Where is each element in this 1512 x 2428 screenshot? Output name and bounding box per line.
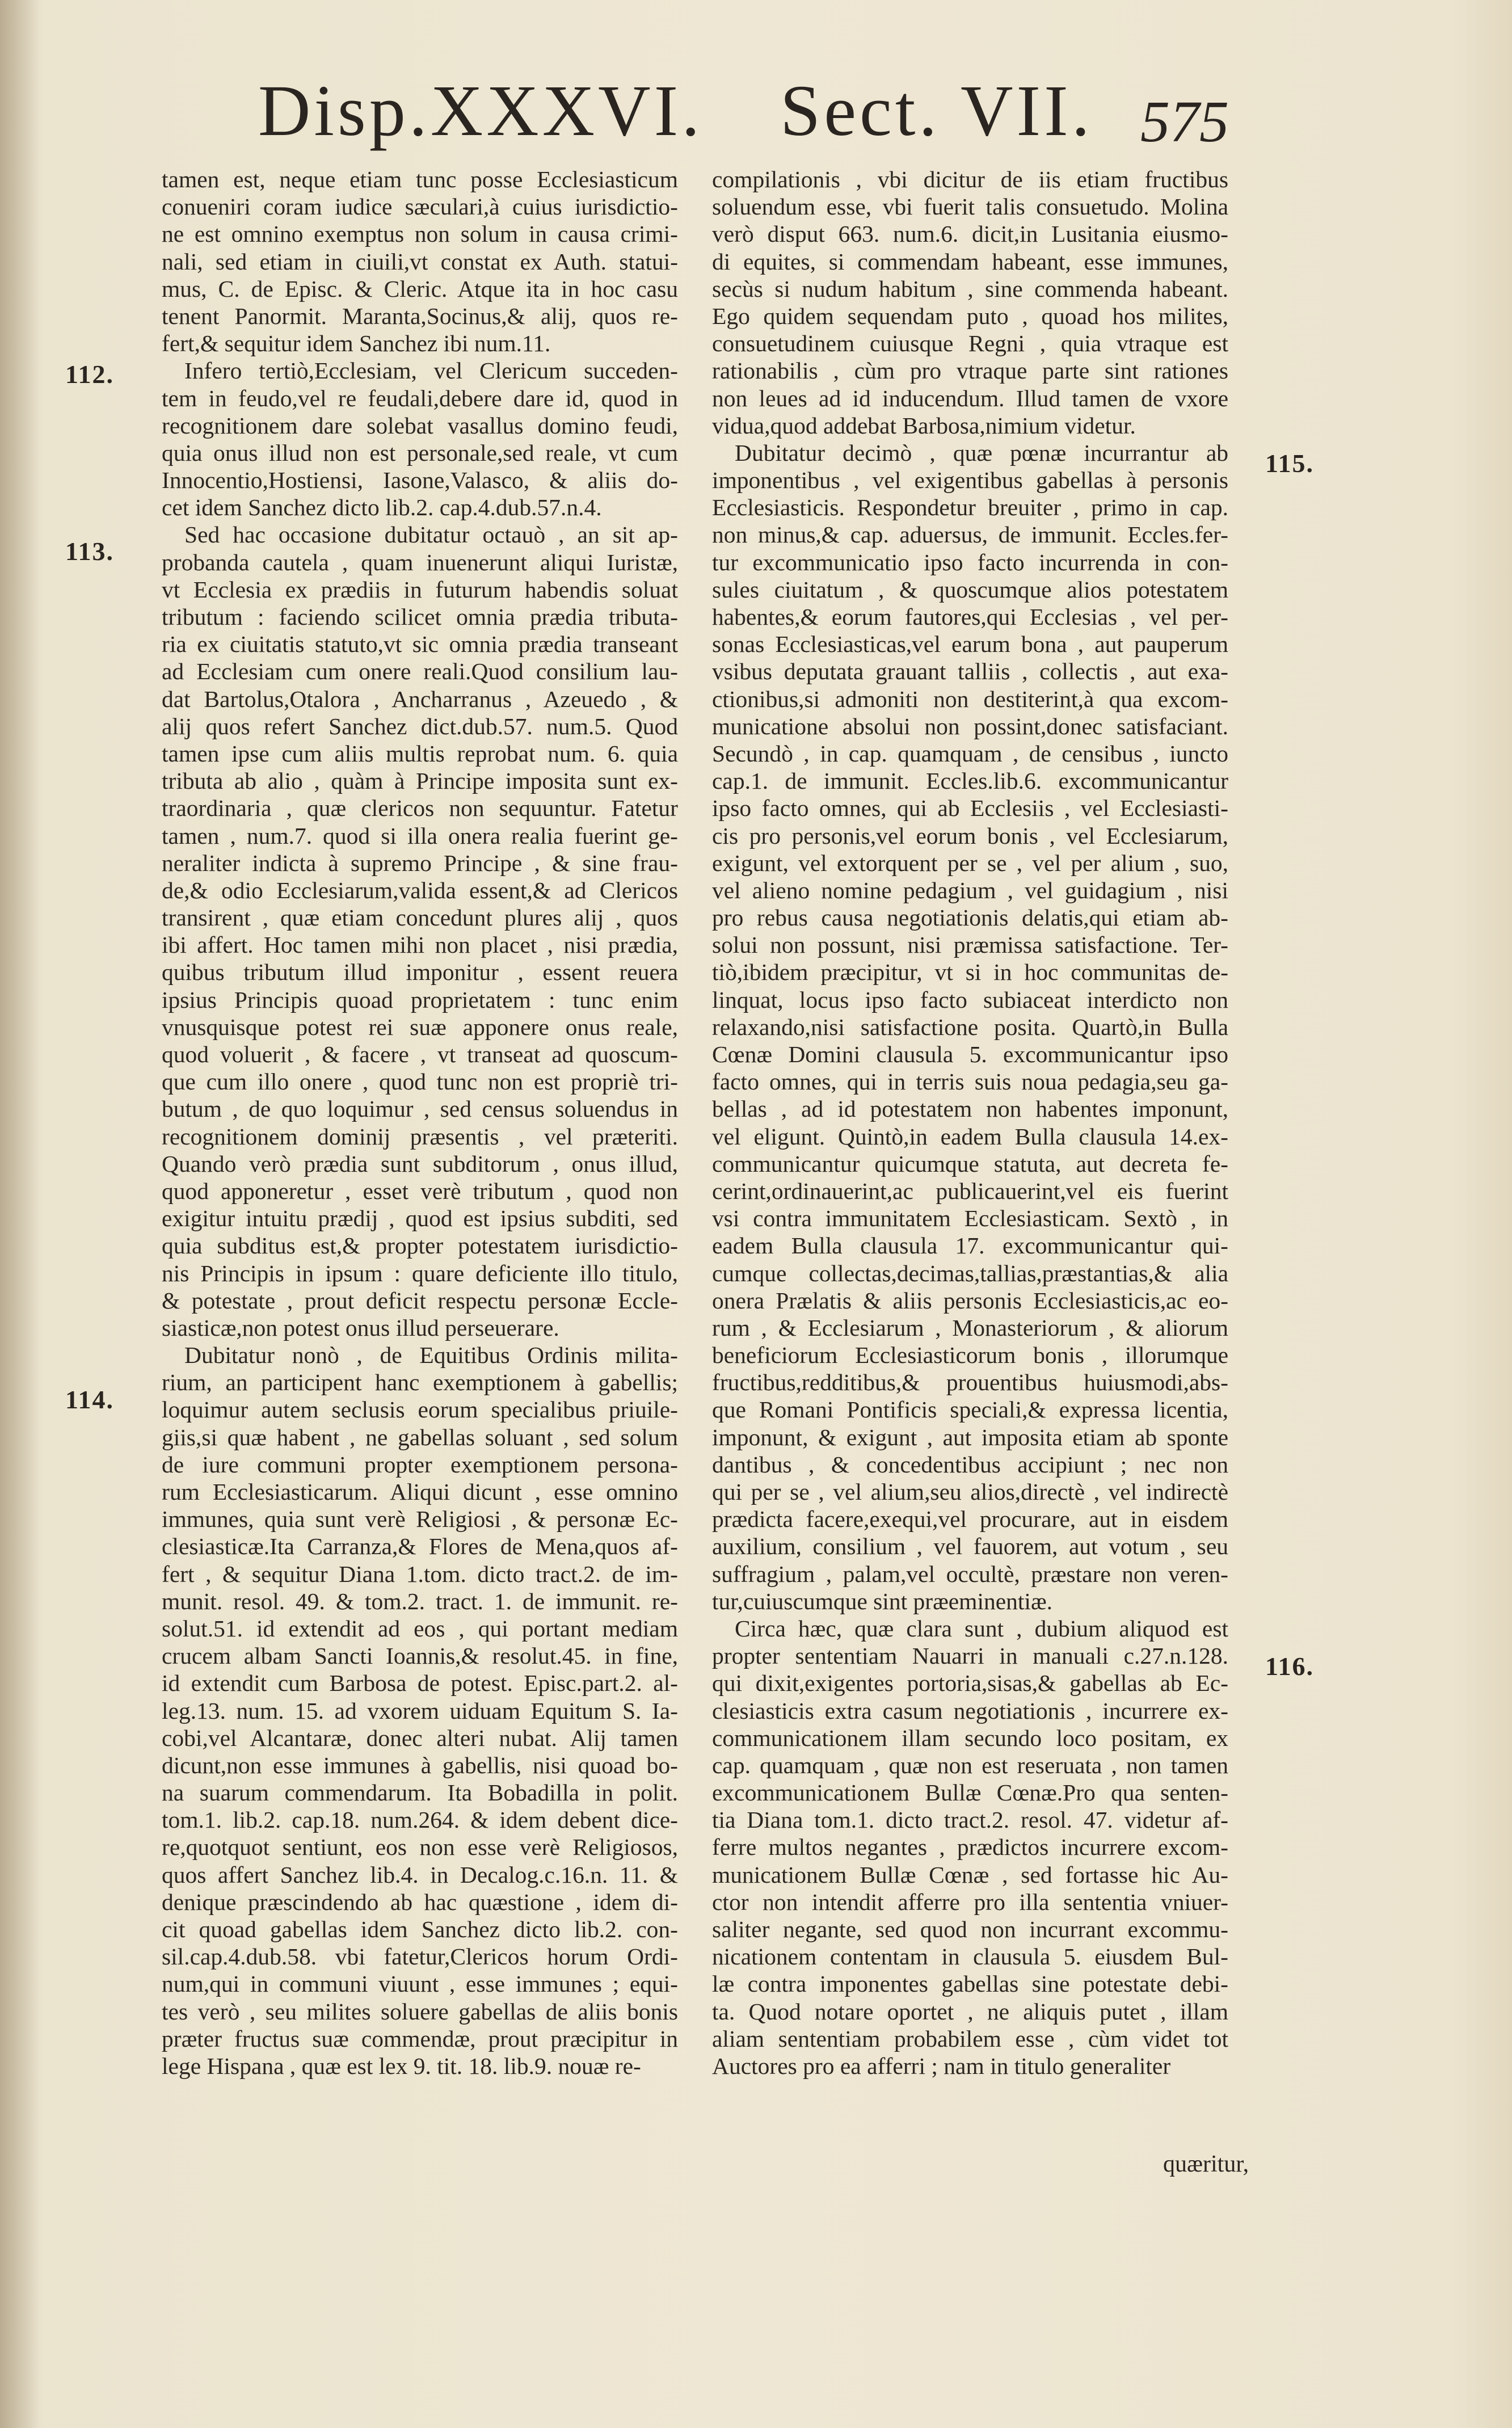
text-line: quos affert Sanchez lib.4. in Decalog.c.16.n. 11. & [162,1861,678,1888]
text-line: Infero tertiò,Ecclesiam, vel Clericum succeden- [184,357,678,384]
text-line: saliter negante, sed quod non incurrant excommu- [712,1916,1228,1942]
text-line: rum Ecclesiasticarum. Aliqui dicunt , esse omnino [162,1479,678,1505]
text-line: auxilium, consilium , vel fauorem, aut votum , seu [712,1533,1228,1560]
text-line: vidua,quod addebat Barbosa,nimium videtur. [712,412,1136,439]
text-line: Innocentio,Hostiensi, Iasone,Valasco, & aliis do- [162,467,678,494]
text-line: secùs si nudum habitum , sine commenda habeant. [712,275,1228,302]
text-line: rum , & Ecclesiarum , Monasteriorum , & aliorum [712,1314,1228,1341]
text-line: clesiasticæ.Ita Carranza,& Flores de Mena,quos af- [162,1533,678,1560]
text-line: onera Prælatis & aliis personis Ecclesiasticis,ac eo- [712,1287,1228,1314]
text-line: exigunt, vel extorquent per se , vel per alium , suo, [712,849,1228,876]
text-line: tia Diana tom.1. dicto tract.2. resol. 47. videtur af- [712,1807,1228,1833]
text-line: sil.cap.4.dub.58. vbi fatetur,Clericos horum Ordi- [162,1943,678,1970]
text-line: munit. resol. 49. & tom.2. tract. 1. de immunit. re- [162,1588,678,1614]
text-line: denique præscindendo ab hac quæstione , idem di- [162,1888,678,1915]
text-line: sonas Ecclesiasticas,vel earum bona , aut pauperum [712,631,1228,658]
text-line: di equites, si commendam habeant, esse immunes, [712,248,1228,275]
text-line: na suarum commendarum. Ita Bobadilla in polit. [162,1779,678,1806]
text-line: Ecclesiasticis. Respondetur breuiter , primo in cap. [712,494,1228,521]
text-line: ipsius Principis quoad proprietatem : tunc enim [162,986,678,1013]
text-line: excommunicationem Bullæ Cœnæ.Pro qua senten- [712,1779,1228,1806]
text-line: imponunt, & exigunt , aut imposita etiam ab sponte [712,1424,1228,1450]
text-line: loquimur autem seclusis eorum specialibus priuile- [162,1396,678,1423]
text-line: vsi contra immunitatem Ecclesiasticam. Sextò , in [712,1205,1228,1232]
text-line: communicationem illam secundo loco positam, ex [712,1724,1228,1751]
text-line: consuetudinem cuiusque Regni , quia vtraque est [712,330,1228,357]
header-section: Sect. VII. [780,70,1093,151]
text-line: Auctores pro ea afferri ; nam in titulo generaliter [712,2052,1171,2079]
text-line: tem in feudo,vel re feudali,debere dare id, quod in [162,385,678,411]
margin-number-113: 113. [65,537,114,566]
right-column [712,166,1228,2080]
text-line: ria ex ciuitatis statuto,vt sic omnia prædia transeant [162,631,678,658]
text-line: facto omnes, qui in terris suis noua pedagia,seu ga- [712,1068,1228,1095]
text-line: tamen est, neque etiam tunc posse Ecclesiasticum [162,166,678,192]
text-line: leg.13. num. 15. ad vxorem uiduam Equitum S. Ia- [162,1697,678,1724]
text-line: solui non possunt, nisi præmissa satisfactione. Ter- [712,932,1228,958]
text-line: Circa hæc, quæ clara sunt , dubium aliquod est [735,1615,1228,1642]
text-line: conueniri coram iudice sæculari,à cuius iurisdictio- [162,193,678,220]
text-line: municatione absolui non possint,donec satisfaciant. [712,713,1228,739]
text-line: relaxando,nisi satisfactione posita. Quartò,in Bulla [712,1013,1228,1040]
text-line: alij quos refert Sanchez dict.dub.57. num.5. Quod [162,713,678,739]
text-line: linquat, locus ipso facto subiaceat interdicto non [712,986,1228,1013]
text-line: que cum illo onere , quod tunc non est propriè tri- [162,1068,678,1095]
text-line: vt Ecclesia ex prædiis in futurum habendis soluat [162,576,678,603]
text-line: Sed hac occasione dubitatur octauò , an sit ap- [184,521,678,548]
text-line: qui per se , vel alium,seu alios,directè , vel indirectè [712,1479,1228,1505]
text-line: cap.1. de immunit. Eccles.lib.6. excommunicantur [712,768,1228,794]
text-line: bellas , ad id potestatem non habentes imponunt, [712,1096,1228,1122]
text-line: solut.51. id extendit ad eos , qui portant mediam [162,1615,678,1642]
text-line: soluendum esse, vbi fuerit talis consuetudo. Molina [712,193,1228,220]
text-line: verò disput 663. num.6. dicit,in Lusitania eiusmo- [712,221,1228,247]
text-line: propter sententiam Nauarri in manuali c.27.n.128. [712,1643,1228,1669]
text-line: municationem Bullæ Cœnæ , sed fortasse hic Au- [712,1861,1228,1888]
text-line: cobi,vel Alcantaræ, donec alteri nubat. Alij tamen [162,1724,678,1751]
margin-number-115: 115. [1265,449,1314,478]
text-line: quia onus illud non est personale,sed reale, vt cum [162,439,678,466]
text-line: quod apponeretur , esset verè tributum , quod non [162,1177,678,1204]
text-line: tamen , num.7. quod si illa onera realia fuerint ge- [162,822,678,849]
text-line: cerint,ordinauerint,ac publicauerint,vel eis fuerint [712,1177,1228,1204]
text-line: fructibus,redditibus,& prouentibus huiusmodi,abs- [712,1369,1228,1396]
text-line: crucem albam Sancti Ioannis,& resolut.45. in fine, [162,1643,678,1669]
text-line: de,& odio Ecclesiarum,valida essent,& ad Clericos [162,877,678,903]
text-line: lege Hispana , quæ est lex 9. tit. 18. lib.9. nouæ re- [162,2052,641,2079]
text-line: eadem Bulla clausula 17. excommunicantur qui- [712,1232,1228,1259]
text-line: imponentibus , vel exigentibus gabellas à personis [712,467,1228,494]
text-line: quia subditus est,& propter potestatem iurisdictio- [162,1232,678,1259]
text-line: pro rebus causa negotiationis delatis,qui etiam ab- [712,904,1228,931]
text-line: ne est omnino exemptus non solum in causa crimi- [162,221,678,247]
text-line: immunes, quia sunt verè Religiosi , & personæ Ec- [162,1506,678,1533]
text-line: læ contra imponentes gabellas sine potestate debi- [712,1971,1228,1997]
text-line: rationabilis , cùm pro vtraque parte sint rationes [712,357,1228,384]
text-line: tes verò , seu milites soluere gabellas de aliis bonis [162,1998,678,2025]
text-line: communicantur quicumque statuta, aut decreta fe- [712,1150,1228,1177]
text-line: cet idem Sanchez dicto lib.2. cap.4.dub.57.n.4. [162,494,602,521]
text-line: ctor non intendit afferre pro illa sententia vniuer- [712,1888,1228,1915]
text-line: que Romani Pontificis speciali,& expressa licentia, [712,1396,1228,1423]
text-line: nicationem contentam in clausula 5. eiusdem Bul- [712,1943,1228,1970]
text-line: recognitionem dare solebat vasallus domino feudi, [162,412,678,439]
text-line: Dubitatur decimò , quæ pœnæ incurrantur ab [735,439,1228,466]
text-line: ctionibus,si admoniti non destiterint,à qua excom- [712,685,1228,712]
text-line: de iure communi propter exemptionem persona- [162,1451,678,1478]
text-line: non minus,& cap. aduersus, de immunit. Eccles.fer- [712,521,1228,548]
text-line: non leues ad id inducendum. Illud tamen de vxore [712,385,1228,411]
text-line: num,qui in communi viuunt , esse immunes ; equi- [162,1971,678,1997]
text-line: nali, sed etiam in ciuili,vt constat ex Auth. statui- [162,248,678,275]
text-line: præter fructus suæ commendæ, prout præcipitur in [162,2025,678,2052]
text-line: suffragium , palam,vel occultè, præstare non veren- [712,1560,1228,1587]
text-line: qui dixit,exigentes portoria,sisas,& gabellas ab Ec- [712,1670,1228,1697]
text-line: tributum : faciendo scilicet omnia prædia tributa- [162,604,678,630]
text-line: transirent , quæ etiam concedunt plures alij , quos [162,904,678,931]
text-line: siasticæ,non potest onus illud perseuerare. [162,1314,559,1341]
text-line: Quando verò prædia sunt subditorum , onus illud, [162,1150,678,1177]
text-line: cis pro personis,vel eorum bonis , vel Ecclesiarum, [712,822,1228,849]
running-header [0,68,1512,153]
text-line: ferre multos negantes , prædictos incurrere excom- [712,1834,1228,1861]
text-line: mus, C. de Episc. & Cleric. Atque ita in hoc casu [162,275,678,302]
text-line: quod voluerit , & facere , vt transeat ad quoscum- [162,1041,678,1067]
text-line: cap. quamquam , quæ non est reseruata , non tamen [712,1752,1228,1778]
text-line: dantibus , & concedentibus accipiunt ; nec non [712,1451,1228,1478]
text-line: sules ciuitatum , & quoscumque alios potestatem [712,576,1228,603]
text-line: vel eligunt. Quintò,in eadem Bulla clausula 14.ex- [712,1123,1228,1150]
text-line: probanda cautela , quam inuenerunt aliqui Iuristæ, [162,549,678,575]
text-line: tiò,ibidem præcipitur, vt si in hoc communitas de- [712,959,1228,986]
text-line: tenent Panormit. Maranta,Socinus,& alij, quos re- [162,302,678,329]
margin-number-116: 116. [1265,1652,1314,1681]
left-column [162,166,678,2080]
text-line: vel alieno nomine pedagium , vel guidagium , nisi [712,877,1228,903]
header-disputation: Disp.XXXVI. [258,70,704,151]
text-line: Cœnæ Domini clausula 5. excommunicantur ipso [712,1041,1228,1067]
text-line: dat Bartolus,Otalora , Ancharranus , Azeuedo , & [162,685,678,712]
text-line: tributa ab alio , quàm à Principe imposita sunt ex- [162,768,678,794]
text-line: tom.1. lib.2. cap.18. num.264. & idem debent dice- [162,1807,678,1833]
text-line: aliam sententiam probabilem esse , cùm videt tot [712,2025,1228,2052]
text-line: rium, an participent hanc exemptionem à gabellis; [162,1369,678,1396]
catchword: quæritur, [1163,2151,1249,2177]
text-line: cumque collectas,decimas,tallias,præstantias,& alia [712,1260,1228,1286]
text-line: Secundò , in cap. quamquam , de censibus , iuncto [712,740,1228,767]
text-line: vsibus deputata grauant talliis , collectis , aut exa- [712,658,1228,685]
text-line: & potestate , prout deficit respectu personæ Eccle- [162,1287,678,1314]
text-line: nis Principis in ipsum : quare deficiente illo titulo, [162,1260,678,1286]
text-line: ipso facto omnes, qui ab Ecclesiis , vel Ecclesiasti- [712,795,1228,822]
text-line: tur,cuiuscumque sint præeminentiæ. [712,1588,1053,1614]
margin-number-112: 112. [65,360,114,389]
text-line: vnusquisque potest rei suæ apponere onus reale, [162,1013,678,1040]
text-line: ibi affert. Hoc tamen mihi non placet , nisi prædia, [162,932,678,958]
text-line: Dubitatur nonò , de Equitibus Ordinis milita- [184,1342,678,1369]
text-line: ta. Quod notare oportet , ne aliquis putet , illam [712,1998,1228,2025]
margin-number-114: 114. [65,1385,114,1414]
text-line: traordinaria , quæ clericos non sequuntur. Fatetur [162,795,678,822]
text-line: giis,si quæ habent , ne gabellas soluant , sed solum [162,1424,678,1450]
text-line: clesiasticis extra casum negotiationis , incurrere ex- [712,1697,1228,1724]
text-line: re,quotquot sentiunt, eos non esse verè Religiosos, [162,1834,678,1861]
text-line: butum , de quo loquimur , sed census soluendus in [162,1096,678,1122]
text-line: dicunt,non esse immunes à gabellis, nisi quoad bo- [162,1752,678,1778]
text-line: exigitur intuitu prædij , quod est ipsius subditi, sed [162,1205,678,1232]
text-line: beneficiorum Ecclesiasticorum bonis , illorumque [712,1342,1228,1369]
text-line: recognitionem dominij præsentis , vel præteriti. [162,1123,678,1150]
text-line: prædicta facere,exequi,vel procurare, aut in eisdem [712,1506,1228,1533]
text-line: habentes,& eorum fautores,qui Ecclesias , vel per- [712,604,1228,630]
text-line: id extendit cum Barbosa de potest. Episc.part.2. al- [162,1670,678,1697]
page-number: 575 [1140,89,1229,154]
text-line: ad Ecclesiam cum onere reali.Quod consilium lau- [162,658,678,685]
text-line: quibus tributum illud imponitur , essent reuera [162,959,678,986]
text-line: neraliter indicta à supremo Principe , & sine frau- [162,849,678,876]
text-line: fert,& sequitur idem Sanchez ibi num.11. [162,330,551,357]
text-line: Ego quidem sequendam puto , quoad hos milites, [712,302,1228,329]
gutter-shadow [0,0,40,2428]
text-line: fert , & sequitur Diana 1.tom. dicto tract.2. de im- [162,1560,678,1587]
text-line: tamen ipse cum aliis multis reprobat num. 6. quia [162,740,678,767]
text-line: tur excommunicatio ipso facto incurrenda in con- [712,549,1228,575]
text-line: compilationis , vbi dicitur de iis etiam fructibus [712,166,1228,192]
text-line: cit quoad gabellas idem Sanchez dicto lib.2. con- [162,1916,678,1942]
